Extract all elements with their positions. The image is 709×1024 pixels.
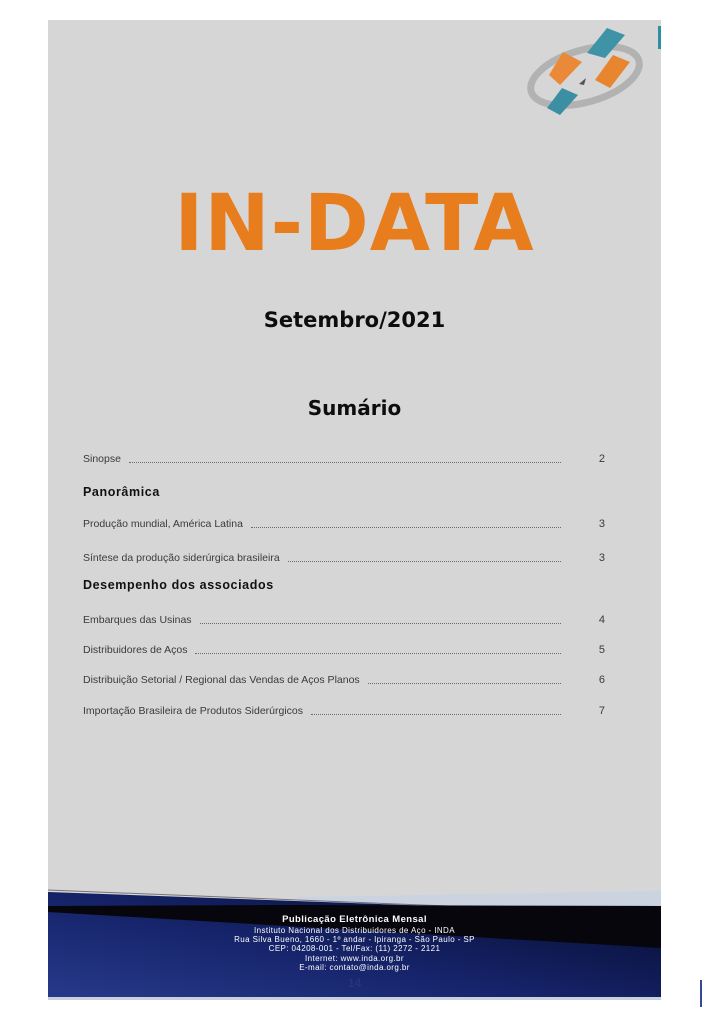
footer-address-line: Rua Silva Bueno, 1660 - 1º andar - Ipiranga - São Paulo - SP bbox=[234, 935, 475, 945]
toc-entry-label: Distribuição Setorial / Regional das Vendas de Aços Planos bbox=[83, 674, 360, 686]
report-title: IN-DATA bbox=[174, 179, 535, 269]
toc-entry-label: Embarques das Usinas bbox=[83, 614, 192, 626]
dotted-leader bbox=[195, 652, 561, 654]
toc-entry-embarques[interactable] bbox=[83, 611, 605, 626]
toc-page-number: 5 bbox=[598, 644, 605, 656]
toc-page-number: 7 bbox=[598, 705, 605, 717]
toc-entry-distribuicao-setorial[interactable] bbox=[83, 671, 605, 686]
toc-entry-producao-mundial[interactable] bbox=[83, 515, 605, 530]
logo-center-mark bbox=[579, 78, 586, 85]
logo-diamond-teal-top bbox=[587, 28, 625, 58]
document-page bbox=[48, 20, 661, 1000]
page-edge-mark-bottom bbox=[700, 980, 702, 1007]
toc-section-label: Panorâmica bbox=[83, 485, 160, 499]
toc-entry-label: Produção mundial, América Latina bbox=[83, 518, 243, 530]
dotted-leader bbox=[368, 682, 561, 684]
footer-institute-line: Instituto Nacional dos Distribuidores de Aço - INDA bbox=[254, 926, 455, 935]
footer-cep-phone-line: CEP: 04208-001 - Tel/Fax: (11) 2272 - 2121 bbox=[268, 944, 441, 954]
footer-bottom-line bbox=[48, 997, 661, 1000]
logo-ring bbox=[524, 36, 646, 117]
toc-entry-label: Sinopse bbox=[83, 453, 121, 465]
footer-internet-line: Internet: www.inda.org.br bbox=[305, 953, 404, 963]
toc-entry-distribuidores[interactable] bbox=[83, 641, 605, 656]
toc-page-number: 2 bbox=[598, 453, 605, 465]
toc-page-number: 3 bbox=[598, 518, 605, 530]
toc-page-number: 6 bbox=[598, 674, 605, 686]
toc-page-number: 4 bbox=[598, 614, 605, 626]
dotted-leader bbox=[129, 461, 561, 463]
dotted-leader bbox=[288, 560, 561, 562]
toc-section-panoramica bbox=[83, 484, 605, 499]
toc-entry-importacao[interactable] bbox=[83, 702, 605, 717]
dotted-leader bbox=[251, 526, 561, 528]
toc-entry-label: Síntese da produção siderúrgica brasileira bbox=[83, 552, 280, 564]
footer-publication-title: Publicação Eletrônica Mensal bbox=[282, 914, 427, 925]
toc-entry-label: Distribuidores de Aços bbox=[83, 644, 188, 656]
footer-email-line: E-mail: contato@inda.org.br bbox=[299, 962, 410, 972]
dotted-leader bbox=[311, 713, 561, 715]
toc-page-number: 3 bbox=[598, 552, 605, 564]
page-number: 14 bbox=[347, 976, 362, 991]
report-month: Setembro/2021 bbox=[263, 308, 446, 332]
summary-heading: Sumário bbox=[307, 396, 402, 420]
toc-section-desempenho bbox=[83, 577, 605, 592]
page-edge-mark-top bbox=[658, 26, 661, 49]
footer-banner bbox=[48, 878, 661, 1000]
inda-logo-icon bbox=[510, 22, 655, 127]
toc-entry-sintese-producao[interactable] bbox=[83, 549, 605, 564]
toc-entry-label: Importação Brasileira de Produtos Siderúrgicos bbox=[83, 705, 304, 717]
toc-entry-sinopse[interactable] bbox=[83, 450, 605, 465]
dotted-leader bbox=[200, 622, 561, 624]
toc-section-label: Desempenho dos associados bbox=[83, 578, 274, 592]
footer-contact-block bbox=[48, 914, 661, 990]
